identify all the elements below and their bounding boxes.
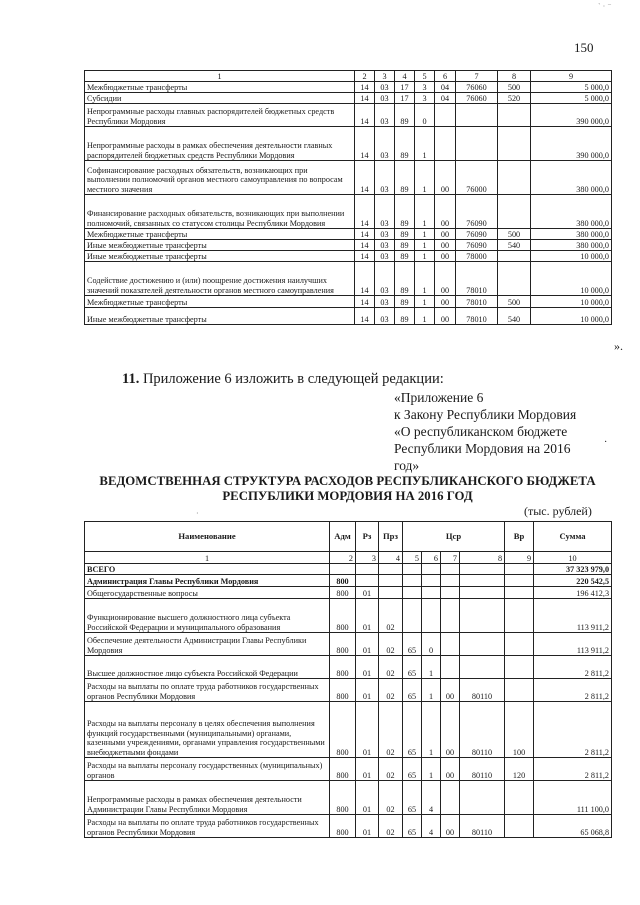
table-row (85, 251, 612, 262)
row-code: 65 (403, 815, 422, 838)
row-code: 01 (356, 587, 379, 599)
row-amount: 196 412,3 (534, 587, 612, 599)
column-number: 5 (415, 71, 435, 82)
row-code: 800 (330, 815, 356, 838)
row-code (379, 587, 403, 599)
row-code: 1 (422, 656, 441, 679)
column-number: 7 (441, 552, 460, 564)
row-code (460, 656, 505, 679)
row-code: 89 (395, 296, 415, 308)
row-code: 76060 (456, 93, 498, 104)
row-code: 04 (435, 82, 456, 93)
row-code: 3 (415, 82, 435, 93)
row-code (505, 656, 534, 679)
row-code: 01 (356, 599, 379, 633)
row-code: 03 (375, 240, 395, 251)
row-amount: 390 000,0 (531, 104, 612, 127)
row-code (460, 564, 505, 575)
row-name: Субсидии (85, 93, 355, 104)
column-number: 10 (534, 552, 612, 564)
column-number: 1 (85, 71, 355, 82)
table-row (85, 308, 612, 325)
row-code: 03 (375, 251, 395, 262)
row-code (505, 564, 534, 575)
row-code: 1 (422, 679, 441, 702)
closing-quote: ». (614, 339, 623, 353)
row-amount: 220 542,5 (534, 575, 612, 587)
row-code: 02 (379, 633, 403, 656)
col-csr: Цср (403, 522, 505, 552)
row-code: 1 (415, 240, 435, 251)
row-code: 100 (505, 702, 534, 758)
row-amount: 65 068,8 (534, 815, 612, 838)
column-number-row (85, 552, 612, 564)
row-code: 800 (330, 781, 356, 815)
row-code: 14 (355, 104, 375, 127)
row-code: 1 (415, 262, 435, 296)
appendix-line: к Закону Республики Мордовия (394, 407, 577, 422)
row-code: 04 (435, 93, 456, 104)
table-header-row (85, 71, 612, 82)
row-code (505, 633, 534, 656)
column-number: 8 (498, 71, 531, 82)
row-amount: 113 911,2 (534, 599, 612, 633)
row-code: 00 (435, 262, 456, 296)
row-code: 89 (395, 195, 415, 229)
row-code: 65 (403, 633, 422, 656)
table-row (85, 781, 612, 815)
row-code: 01 (356, 702, 379, 758)
row-name: Расходы на выплаты по оплате труда работников государственных органов Республики Мордовия (85, 815, 330, 838)
row-amount: 380 000,0 (531, 161, 612, 195)
col-sum: Сумма (534, 522, 612, 552)
row-code: 14 (355, 82, 375, 93)
row-code (498, 104, 531, 127)
table-row (85, 633, 612, 656)
row-code: 65 (403, 781, 422, 815)
row-amount: 10 000,0 (531, 308, 612, 325)
row-code: 800 (330, 758, 356, 781)
row-code: 01 (356, 633, 379, 656)
row-code (460, 781, 505, 815)
row-amount: 5 000,0 (531, 93, 612, 104)
row-code: 80110 (460, 815, 505, 838)
amendment-item (122, 371, 444, 388)
row-code: 1 (415, 161, 435, 195)
departmental-structure-table (84, 521, 612, 838)
row-code: 89 (395, 104, 415, 127)
row-code: 14 (355, 262, 375, 296)
row-code: 78000 (456, 251, 498, 262)
row-code: 01 (356, 781, 379, 815)
row-code (356, 564, 379, 575)
table-row (85, 656, 612, 679)
row-name: Иные межбюджетные трансферты (85, 308, 355, 325)
row-name: Межбюджетные трансферты (85, 82, 355, 93)
page-number: 150 (574, 40, 594, 55)
row-amount: 10 000,0 (531, 262, 612, 296)
row-code: 01 (356, 758, 379, 781)
scan-dot: · (604, 437, 608, 448)
col-adm: Адм (330, 522, 356, 552)
row-code: 800 (330, 679, 356, 702)
row-code: 03 (375, 127, 395, 161)
row-code: 78010 (456, 296, 498, 308)
row-code (456, 104, 498, 127)
row-code: 00 (435, 240, 456, 251)
row-amount: 2 811,2 (534, 656, 612, 679)
row-code: 0 (415, 104, 435, 127)
row-code: 520 (498, 93, 531, 104)
row-code (498, 127, 531, 161)
row-name: Финансирование расходных обязательств, возникающих при выполнении полномочий, связанных со статусом столицы Республики Мордовия (85, 195, 355, 229)
row-code: 03 (375, 104, 395, 127)
row-code: 4 (422, 781, 441, 815)
row-code: 89 (395, 240, 415, 251)
row-name: Высшее должностное лицо субъекта Российской Федерации (85, 656, 330, 679)
row-amount: 111 100,0 (534, 781, 612, 815)
column-number: 1 (85, 552, 330, 564)
row-amount: 2 811,2 (534, 679, 612, 702)
row-code: 1 (415, 229, 435, 240)
row-name: Обеспечение деятельности Администрации Главы Республики Мордовия (85, 633, 330, 656)
row-code (403, 564, 422, 575)
row-code (498, 251, 531, 262)
row-code: 89 (395, 127, 415, 161)
row-code: 01 (356, 679, 379, 702)
column-number: 9 (531, 71, 612, 82)
row-code: 00 (441, 702, 460, 758)
table-row (85, 104, 612, 127)
row-code (379, 564, 403, 575)
row-code: 76090 (456, 229, 498, 240)
row-code: 14 (355, 195, 375, 229)
row-code: 00 (435, 161, 456, 195)
row-code: 800 (330, 575, 356, 587)
row-code (460, 599, 505, 633)
row-code: 78010 (456, 308, 498, 325)
row-name: Межбюджетные трансферты (85, 296, 355, 308)
item-number: 11. (122, 371, 140, 387)
column-number: 5 (403, 552, 422, 564)
table-row (85, 702, 612, 758)
row-name: Содействие достижению и (или) поощрение достижения наилучших значений показателей деятельности органов местного самоуправления (85, 262, 355, 296)
table-row (85, 758, 612, 781)
row-code: 02 (379, 599, 403, 633)
row-name: Расходы на выплаты по оплате труда работников государственных органов Республики Мордовия (85, 679, 330, 702)
row-code: 4 (422, 815, 441, 838)
row-name: Функционирование высшего должностного лица субъекта Российской Федерации и муниципального образования (85, 599, 330, 633)
column-number: 3 (356, 552, 379, 564)
row-code: 14 (355, 161, 375, 195)
row-code (435, 127, 456, 161)
row-code: 89 (395, 251, 415, 262)
row-code: 1 (422, 702, 441, 758)
table-row (85, 82, 612, 93)
col-vr: Вр (505, 522, 534, 552)
row-code: 17 (395, 93, 415, 104)
row-code: 17 (395, 82, 415, 93)
row-code: 02 (379, 781, 403, 815)
row-code: 03 (375, 82, 395, 93)
row-code: 78010 (456, 262, 498, 296)
column-number: 4 (395, 71, 415, 82)
row-code (441, 656, 460, 679)
table-row (85, 575, 612, 587)
row-code: 1 (422, 758, 441, 781)
row-code: 500 (498, 296, 531, 308)
row-code: 02 (379, 702, 403, 758)
row-code: 14 (355, 229, 375, 240)
table-row (85, 599, 612, 633)
row-code: 03 (375, 161, 395, 195)
row-code (422, 575, 441, 587)
row-code: 00 (441, 815, 460, 838)
appendix-reference (394, 389, 614, 474)
table-row (85, 679, 612, 702)
row-code (498, 262, 531, 296)
col-name: Наименование (85, 522, 330, 552)
row-amount: 390 000,0 (531, 127, 612, 161)
table-row (85, 93, 612, 104)
row-code: 65 (403, 679, 422, 702)
row-code: 89 (395, 262, 415, 296)
row-code: 03 (375, 195, 395, 229)
row-code: 76090 (456, 195, 498, 229)
row-amount: 10 000,0 (531, 251, 612, 262)
table-row (85, 195, 612, 229)
row-code: 80110 (460, 758, 505, 781)
row-name: Расходы на выплаты персоналу государственных (муниципальных) органов (85, 758, 330, 781)
units-label: (тыс. рублей) (524, 504, 592, 518)
row-amount: 37 323 979,0 (534, 564, 612, 575)
row-code: 02 (379, 815, 403, 838)
row-code: 65 (403, 702, 422, 758)
row-code: 1 (415, 195, 435, 229)
row-code: 03 (375, 308, 395, 325)
row-amount: 380 000,0 (531, 229, 612, 240)
row-code: 14 (355, 93, 375, 104)
column-number: 7 (456, 71, 498, 82)
column-number: 4 (379, 552, 403, 564)
row-amount: 113 911,2 (534, 633, 612, 656)
row-name: ВСЕГО (85, 564, 330, 575)
row-name: Расходы на выплаты персоналу в целях обеспечения выполнения функций государственными (муниципальными) органами, казенными учреждениями, органами управления государственными внебюджетными фондами (85, 702, 330, 758)
row-code: 03 (375, 296, 395, 308)
row-code (441, 564, 460, 575)
table-row (85, 240, 612, 251)
table-row (85, 296, 612, 308)
row-code: 500 (498, 229, 531, 240)
row-code: 80110 (460, 679, 505, 702)
row-code: 89 (395, 161, 415, 195)
row-code (422, 564, 441, 575)
table-row (85, 229, 612, 240)
appendix-line: «О республиканском бюджете (394, 424, 568, 439)
row-code (460, 587, 505, 599)
row-code: 03 (375, 262, 395, 296)
row-code (460, 575, 505, 587)
row-code (403, 599, 422, 633)
row-name: Непрограммные расходы главных распорядителей бюджетных средств Республики Мордовия (85, 104, 355, 127)
column-number: 8 (460, 552, 505, 564)
scan-mark: ` · ⁻ (598, 2, 612, 11)
row-code: 800 (330, 587, 356, 599)
row-code (435, 104, 456, 127)
col-rz: Рз (356, 522, 379, 552)
row-code: 800 (330, 599, 356, 633)
row-code (505, 781, 534, 815)
row-code (441, 781, 460, 815)
row-code: 80110 (460, 702, 505, 758)
column-number: 9 (505, 552, 534, 564)
row-code: 1 (415, 296, 435, 308)
row-code (403, 587, 422, 599)
row-code: 00 (435, 195, 456, 229)
row-code (441, 575, 460, 587)
column-number: 3 (375, 71, 395, 82)
row-code (441, 633, 460, 656)
item-text: Приложение 6 изложить в следующей редакции: (142, 371, 444, 387)
row-name: Администрация Главы Республики Мордовия (85, 575, 330, 587)
column-number: 2 (355, 71, 375, 82)
row-code (505, 679, 534, 702)
column-number: 6 (435, 71, 456, 82)
table-row (85, 161, 612, 195)
row-code: 14 (355, 127, 375, 161)
row-code: 0 (422, 633, 441, 656)
row-name: Межбюджетные трансферты (85, 229, 355, 240)
row-name: Непрограммные расходы в рамках обеспечения деятельности главных распорядителей бюджетных средств Республики Мордовия (85, 127, 355, 161)
row-code: 00 (435, 296, 456, 308)
row-code: 540 (498, 240, 531, 251)
row-code: 03 (375, 229, 395, 240)
row-code (422, 587, 441, 599)
row-code (505, 599, 534, 633)
table-row (85, 815, 612, 838)
row-code: 00 (435, 229, 456, 240)
row-code (505, 587, 534, 599)
row-code: 76090 (456, 240, 498, 251)
row-code: 14 (355, 308, 375, 325)
row-code: 00 (441, 758, 460, 781)
row-code: 1 (415, 127, 435, 161)
table-row (85, 564, 612, 575)
row-code: 800 (330, 702, 356, 758)
row-code: 500 (498, 82, 531, 93)
row-code (379, 575, 403, 587)
row-code: 01 (356, 656, 379, 679)
row-code (356, 575, 379, 587)
row-code: 800 (330, 633, 356, 656)
row-code: 14 (355, 296, 375, 308)
row-amount: 2 811,2 (534, 758, 612, 781)
table-row (85, 587, 612, 599)
row-code: 14 (355, 251, 375, 262)
table-row (85, 262, 612, 296)
row-code (422, 599, 441, 633)
appendix-line: «Приложение 6 (394, 390, 484, 405)
column-number: 2 (330, 552, 356, 564)
row-code: 02 (379, 679, 403, 702)
row-code: 800 (330, 656, 356, 679)
row-code: 00 (435, 308, 456, 325)
row-code (330, 564, 356, 575)
table-row (85, 127, 612, 161)
row-name: Непрограммные расходы в рамках обеспечения деятельности Администрации Главы Республики Мордовия (85, 781, 330, 815)
row-code (441, 599, 460, 633)
row-name: Общегосударственные вопросы (85, 587, 330, 599)
row-name: Иные межбюджетные трансферты (85, 240, 355, 251)
row-amount: 10 000,0 (531, 296, 612, 308)
row-code (505, 815, 534, 838)
row-amount: 380 000,0 (531, 195, 612, 229)
row-code: 02 (379, 758, 403, 781)
row-name: Иные межбюджетные трансферты (85, 251, 355, 262)
row-code: 89 (395, 229, 415, 240)
scan-mark: · (196, 509, 199, 518)
row-code: 120 (505, 758, 534, 781)
row-code: 03 (375, 93, 395, 104)
row-amount: 2 811,2 (534, 702, 612, 758)
row-code: 76000 (456, 161, 498, 195)
row-code: 89 (395, 308, 415, 325)
row-code (498, 195, 531, 229)
row-code: 76060 (456, 82, 498, 93)
row-code (460, 633, 505, 656)
appendix-line: год» (394, 458, 420, 473)
row-amount: 380 000,0 (531, 240, 612, 251)
row-code (498, 161, 531, 195)
row-code (403, 575, 422, 587)
row-amount: 5 000,0 (531, 82, 612, 93)
column-number: 6 (422, 552, 441, 564)
row-code: 00 (435, 251, 456, 262)
row-code: 65 (403, 758, 422, 781)
row-code: 65 (403, 656, 422, 679)
col-prz: Прз (379, 522, 403, 552)
row-code: 1 (415, 251, 435, 262)
row-code: 14 (355, 240, 375, 251)
row-code: 1 (415, 308, 435, 325)
row-code (456, 127, 498, 161)
row-code: 01 (356, 815, 379, 838)
row-code (505, 575, 534, 587)
row-name: Софинансирование расходных обязательств, возникающих при выполнении полномочий органов местного самоуправления по вопросам местного значения (85, 161, 355, 195)
budget-table-continued (84, 70, 612, 325)
row-code: 00 (441, 679, 460, 702)
row-code: 3 (415, 93, 435, 104)
row-code: 540 (498, 308, 531, 325)
section-title: ВЕДОМСТВЕННАЯ СТРУКТУРА РАСХОДОВ РЕСПУБЛИКАНСКОГО БЮДЖЕТА РЕСПУБЛИКИ МОРДОВИЯ НА 2016 ГОД (99, 474, 596, 503)
row-code: 02 (379, 656, 403, 679)
appendix-line: Республики Мордовия на 2016 (394, 441, 571, 456)
row-code (441, 587, 460, 599)
